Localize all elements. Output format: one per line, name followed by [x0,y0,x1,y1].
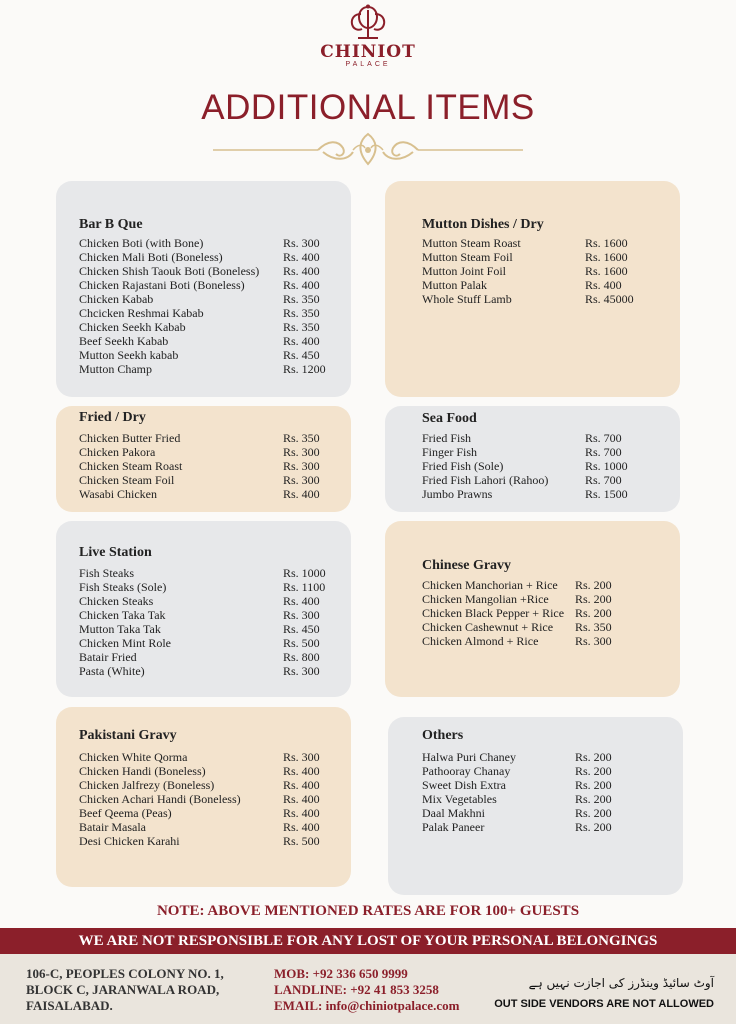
card-pakistani [56,707,351,887]
item-price: Rs. 350 [283,306,320,320]
item-price: Rs. 300 [283,750,320,764]
item-name: Mix Vegetables [422,792,497,806]
item-name: Mutton Palak [422,278,487,292]
item-price: Rs. 500 [283,636,320,650]
item-name: Chicken Steam Foil [79,473,175,487]
item-price: Rs. 700 [585,445,622,459]
email-link[interactable]: EMAIL: info@chiniotpalace.com [274,998,460,1013]
item-name: Wasabi Chicken [79,487,158,501]
item-name: Whole Stuff Lamb [422,292,512,306]
item-price: Rs. 300 [283,236,320,250]
item-price: Rs. 300 [575,634,612,648]
item-price: Rs. 400 [283,792,320,806]
section-title-live: Live Station [79,545,152,560]
section-title-barbque: Bar B Que [79,217,143,232]
ornament-divider-icon [213,130,523,170]
item-price: Rs. 1600 [585,236,628,250]
item-price: Rs. 300 [283,608,320,622]
item-price: Rs. 1000 [283,566,326,580]
address-line-2: BLOCK C, JARANWALA ROAD, [26,982,220,997]
item-price: Rs. 200 [575,606,612,620]
item-name: Chicken Taka Tak [79,608,166,622]
item-price: Rs. 200 [575,592,612,606]
item-name: Daal Makhni [422,806,485,820]
urdu-vendor-notice: آوٹ سائیڈ وینڈرز کی اجازت نہیں ہے [528,976,714,990]
logo [0,4,736,69]
item-price: Rs. 450 [283,622,320,636]
item-price: Rs. 300 [283,459,320,473]
card-fried [56,406,351,512]
brand-subtitle: PALACE [345,61,391,68]
item-price: Rs. 200 [575,578,612,592]
item-name: Batair Fried [79,650,137,664]
mobile-number: MOB: +92 336 650 9999 [274,966,408,981]
item-price: Rs. 400 [283,264,320,278]
card-others [388,717,683,895]
address [26,966,224,1014]
contact-info [274,966,459,1014]
item-price: Rs. 800 [283,650,320,664]
item-price: Rs. 400 [585,278,622,292]
item-price: Rs. 200 [575,750,612,764]
item-name: Chicken Pakora [79,445,156,459]
page-title: ADDITIONAL ITEMS [201,88,535,127]
landline-number: LANDLINE: +92 41 853 3258 [274,982,439,997]
item-price: Rs. 400 [283,820,320,834]
palace-crest-icon [346,4,390,44]
section-title-chinese: Chinese Gravy [422,558,512,573]
item-name: Chicken Seekh Kabab [79,320,186,334]
item-name: Halwa Puri Chaney [422,750,516,764]
item-name: Chicken Mangolian +Rice [422,592,549,606]
item-price: Rs. 500 [283,834,320,848]
item-price: Rs. 1100 [283,580,326,594]
item-price: Rs. 400 [283,250,320,264]
item-name: Chcicken Reshmai Kabab [79,306,204,320]
card-seafood [385,406,680,512]
address-line-1: 106-C, PEOPLES COLONY NO. 1, [26,966,224,981]
item-name: Chicken Rajastani Boti (Boneless) [79,278,245,292]
item-name: Chicken Achari Handi (Boneless) [79,792,241,806]
item-price: Rs. 1500 [585,487,628,501]
item-price: Rs. 400 [283,806,320,820]
card-live [56,521,351,697]
card-barbque [56,181,351,397]
item-price: Rs. 200 [575,792,612,806]
section-title-seafood: Sea Food [422,411,477,426]
item-price: Rs. 400 [283,764,320,778]
item-price: Rs. 1000 [585,459,628,473]
section-title-mutton: Mutton Dishes / Dry [422,217,544,232]
item-price: Rs. 350 [283,320,320,334]
item-name: Chicken White Qorma [79,750,188,764]
item-price: Rs. 400 [283,278,320,292]
item-price: Rs. 1600 [585,250,628,264]
item-name: Beef Qeema (Peas) [79,806,172,820]
item-price: Rs. 200 [575,764,612,778]
divider-flourish [0,130,736,170]
item-price: Rs. 300 [283,445,320,459]
item-name: Chicken Butter Fried [79,431,181,445]
address-line-3: FAISALABAD. [26,998,113,1013]
item-price: Rs. 200 [575,820,612,834]
item-name: Fried Fish (Sole) [422,459,504,473]
item-name: Finger Fish [422,445,478,459]
item-price: Rs. 300 [283,473,320,487]
item-name: Chicken Handi (Boneless) [79,764,206,778]
item-price: Rs. 350 [575,620,612,634]
item-name: Palak Paneer [422,820,485,834]
item-name: Mutton Steam Roast [422,236,521,250]
item-name: Chicken Jalfrezy (Boneless) [79,778,215,792]
item-price: Rs. 400 [283,778,320,792]
card-chinese [385,521,680,697]
item-name: Chicken Almond + Rice [422,634,539,648]
item-name: Sweet Dish Extra [422,778,506,792]
item-price: Rs. 700 [585,473,622,487]
item-price: Rs. 350 [283,292,320,306]
item-name: Chicken Manchorian + Rice [422,578,558,592]
section-title-fried: Fried / Dry [79,410,146,425]
item-price: Rs. 200 [575,806,612,820]
item-name: Fish Steaks [79,566,135,580]
item-name: Mutton Steam Foil [422,250,513,264]
item-price: Rs. 400 [283,334,320,348]
section-title-pakistani: Pakistani Gravy [79,728,177,743]
item-name: Beef Seekh Kabab [79,334,169,348]
item-name: Mutton Joint Foil [422,264,507,278]
item-name: Chicken Black Pepper + Rice [422,606,565,620]
footer [0,954,736,1024]
guest-note: NOTE: ABOVE MENTIONED RATES ARE FOR 100+ GUESTS [156,903,580,919]
item-price: Rs. 350 [283,431,320,445]
brand-name: CHINIOT [320,42,416,62]
item-name: Mutton Seekh kabab [79,348,179,362]
item-name: Pathooray Chanay [422,764,511,778]
item-name: Jumbo Prawns [422,487,493,501]
item-price: Rs. 400 [283,594,320,608]
item-name: Desi Chicken Karahi [79,834,180,848]
item-price: Rs. 700 [585,431,622,445]
item-price: Rs. 1200 [283,362,326,376]
section-title-others: Others [422,728,464,743]
item-name: Chicken Boti (with Bone) [79,236,204,250]
item-price: Rs. 400 [283,487,320,501]
item-name: Chicken Mali Boti (Boneless) [79,250,223,264]
item-name: Mutton Taka Tak [79,622,161,636]
card-mutton [385,181,680,397]
item-name: Chicken Steam Roast [79,459,183,473]
item-name: Chicken Shish Taouk Boti (Boneless) [79,264,260,278]
item-name: Chicken Kabab [79,292,154,306]
item-price: Rs. 300 [283,664,320,678]
item-name: Fried Fish [422,431,472,445]
item-price: Rs. 450 [283,348,320,362]
item-name: Fried Fish Lahori (Rahoo) [422,473,549,487]
item-name: Fish Steaks (Sole) [79,580,167,594]
item-name: Chicken Mint Role [79,636,171,650]
vendor-notice: OUT SIDE VENDORS ARE NOT ALLOWED [494,998,714,1010]
item-price: Rs. 1600 [585,264,628,278]
item-name: Mutton Champ [79,362,153,376]
item-name: Chicken Cashewnut + Rice [422,620,554,634]
item-price: Rs. 45000 [585,292,634,306]
disclaimer-band: WE ARE NOT RESPONSIBLE FOR ANY LOST OF YOUR PERSONAL BELONGINGS [0,928,736,954]
item-name: Pasta (White) [79,664,145,678]
item-price: Rs. 200 [575,778,612,792]
item-name: Batair Masala [79,820,146,834]
item-name: Chicken Steaks [79,594,154,608]
